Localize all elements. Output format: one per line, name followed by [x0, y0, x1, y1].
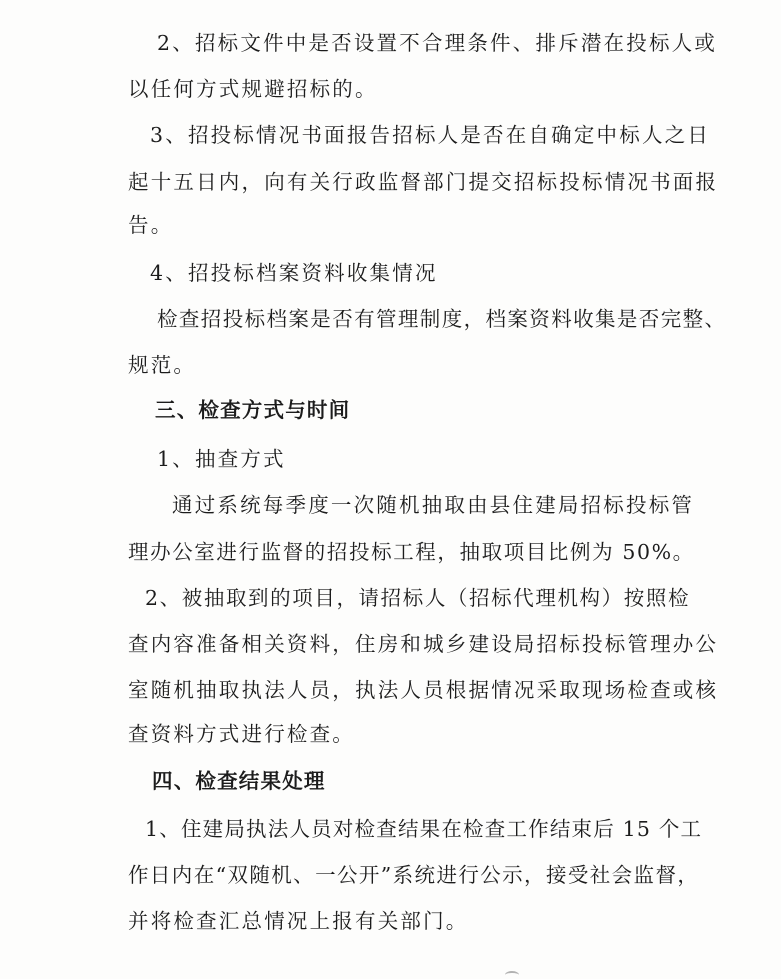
paragraph-line: 规范。: [128, 353, 197, 377]
section-heading: 四、检查结果处理: [152, 769, 326, 793]
paragraph-line: 理办公室进行监督的招投标工程，抽取项目比例为 50%。: [128, 540, 695, 564]
paragraph-line: 作日内在“双随机、一公开”系统进行公示，接受社会监督，: [128, 863, 700, 887]
paragraph-line: 3、招投标情况书面报告招标人是否在自确定中标人之日: [150, 123, 711, 147]
paragraph-line: 1、住建局执法人员对检查结果在检查工作结束后 15 个工: [145, 817, 703, 841]
paragraph-line: 检查招投标档案是否有管理制度，档案资料收集是否完整、: [157, 307, 727, 331]
paragraph-line: 4、招投标档案资料收集情况: [150, 261, 438, 285]
paragraph-line: 告。: [128, 213, 174, 237]
paragraph-line: 室随机抽取执法人员，执法人员根据情况采取现场检查或核: [128, 678, 719, 702]
paragraph-line: 以任何方式规避招标的。: [128, 77, 378, 101]
paragraph-line: 1、抽查方式: [157, 447, 286, 471]
scan-mark: [505, 971, 519, 979]
paragraph-line: 查内容准备相关资料，住房和城乡建设局招标投标管理办公: [128, 632, 719, 656]
section-heading: 三、检查方式与时间: [155, 398, 351, 422]
paragraph-line: 起十五日内，向有关行政监督部门提交招标投标情况书面报: [128, 170, 719, 194]
paragraph-line: 2、招标文件中是否设置不合理条件、排斥潜在投标人或: [157, 31, 718, 55]
paragraph-line: 2、被抽取到的项目，请招标人（招标代理机构）按照检: [145, 586, 691, 610]
paragraph-line: 查资料方式进行检查。: [128, 722, 355, 746]
paragraph-line: 并将检查汇总情况上报有关部门。: [128, 909, 469, 933]
paragraph-line: 通过系统每季度一次随机抽取由县住建局招标投标管: [172, 493, 695, 517]
